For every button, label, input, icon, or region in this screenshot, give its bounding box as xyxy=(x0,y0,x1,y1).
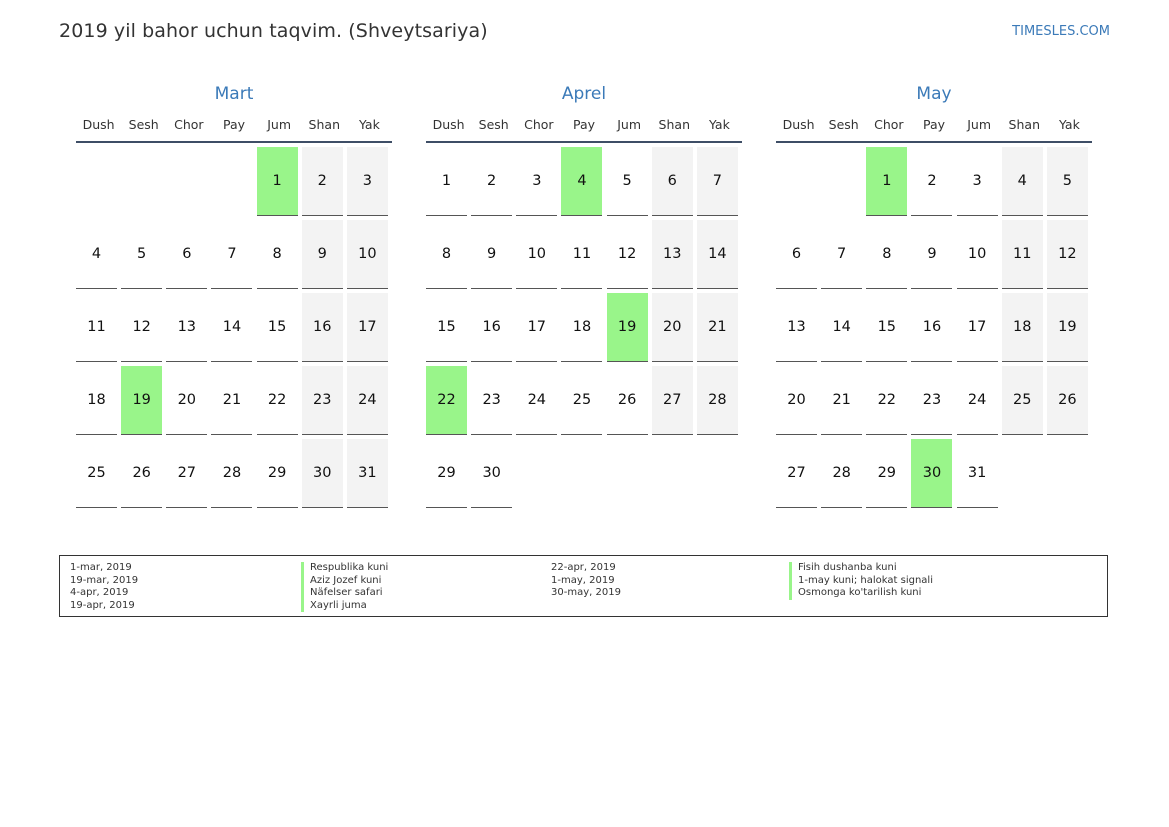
weekday-label: Jum xyxy=(617,117,642,132)
calendar-week xyxy=(426,366,742,439)
day-cell: 2 xyxy=(471,147,512,216)
weekday-label: Jum xyxy=(967,117,992,132)
holiday-name: Osmonga ko'tarilish kuni xyxy=(789,587,933,600)
day-cell: 4 xyxy=(1002,147,1043,216)
weekday-label: Pay xyxy=(922,117,946,132)
weekday-label: Chor xyxy=(524,117,554,132)
day-cell: 19 xyxy=(1047,293,1088,362)
empty-day-cell xyxy=(776,147,817,216)
day-cell: 19 xyxy=(121,366,162,435)
day-cell: 29 xyxy=(426,439,467,508)
legend-names-left xyxy=(301,562,388,612)
calendar-week xyxy=(76,293,392,366)
calendar-week xyxy=(776,220,1092,293)
empty-day-cell xyxy=(121,147,162,216)
day-cell: 9 xyxy=(911,220,952,289)
weekday-label: Chor xyxy=(874,117,904,132)
day-cell: 15 xyxy=(866,293,907,362)
day-cell: 30 xyxy=(302,439,343,508)
weekday-label: Shan xyxy=(1008,117,1040,132)
weekday-label: Sesh xyxy=(478,117,509,132)
empty-day-cell xyxy=(1002,439,1043,508)
day-cell: 13 xyxy=(166,293,207,362)
day-cell: 11 xyxy=(1002,220,1043,289)
holiday-date: 22-apr, 2019 xyxy=(551,562,616,573)
calendar-week xyxy=(76,220,392,293)
day-cell: 7 xyxy=(211,220,252,289)
day-cell: 4 xyxy=(561,147,602,216)
day-cell: 1 xyxy=(866,147,907,216)
day-cell: 27 xyxy=(652,366,693,435)
day-cell: 10 xyxy=(957,220,998,289)
day-cell: 13 xyxy=(652,220,693,289)
holiday-date: 1-mar, 2019 xyxy=(70,562,132,573)
month-april xyxy=(426,82,742,512)
day-cell: 18 xyxy=(76,366,117,435)
day-cell: 28 xyxy=(211,439,252,508)
day-cell: 30 xyxy=(911,439,952,508)
site-link[interactable]: TIMESLES.COM xyxy=(1012,24,1110,39)
day-cell: 15 xyxy=(257,293,298,362)
weekday-label: Shan xyxy=(658,117,690,132)
day-cell: 22 xyxy=(866,366,907,435)
day-cell: 11 xyxy=(561,220,602,289)
day-cell: 5 xyxy=(121,220,162,289)
legend-dates-right xyxy=(551,562,621,600)
empty-day-cell xyxy=(561,439,602,508)
day-cell: 8 xyxy=(426,220,467,289)
calendar-week xyxy=(426,147,742,220)
weekday-label: Jum xyxy=(267,117,292,132)
weekday-label: Sesh xyxy=(828,117,859,132)
day-cell: 29 xyxy=(257,439,298,508)
day-cell: 21 xyxy=(821,366,862,435)
month-may xyxy=(776,82,1092,512)
day-cell: 31 xyxy=(347,439,388,508)
day-cell: 20 xyxy=(652,293,693,362)
weekday-header xyxy=(776,115,1092,143)
day-cell: 23 xyxy=(471,366,512,435)
calendar-grid xyxy=(426,147,742,512)
calendar-week xyxy=(776,366,1092,439)
day-cell: 15 xyxy=(426,293,467,362)
empty-day-cell xyxy=(76,147,117,216)
day-cell: 27 xyxy=(776,439,817,508)
weekday-label: Sesh xyxy=(128,117,159,132)
calendar-week xyxy=(76,439,392,512)
day-cell: 28 xyxy=(821,439,862,508)
day-cell: 3 xyxy=(957,147,998,216)
weekday-header xyxy=(76,115,392,143)
calendar-week xyxy=(426,220,742,293)
calendar-grid xyxy=(76,147,392,512)
day-cell: 12 xyxy=(607,220,648,289)
legend-names-right xyxy=(789,562,933,600)
day-cell: 9 xyxy=(302,220,343,289)
weekday-header xyxy=(426,115,742,143)
holiday-name: Fisih dushanba kuni xyxy=(789,562,933,575)
day-cell: 23 xyxy=(302,366,343,435)
weekday-label: Shan xyxy=(308,117,340,132)
weekday-label: Dush xyxy=(82,117,115,132)
day-cell: 16 xyxy=(911,293,952,362)
holiday-name: 1-may kuni; halokat signali xyxy=(789,575,933,588)
day-cell: 10 xyxy=(347,220,388,289)
calendar-week xyxy=(776,439,1092,512)
holiday-name: Näfelser safari xyxy=(301,587,388,600)
day-cell: 23 xyxy=(911,366,952,435)
weekday-label: Chor xyxy=(174,117,204,132)
month-name: May xyxy=(916,84,952,104)
day-cell: 22 xyxy=(426,366,467,435)
weekday-label: Pay xyxy=(572,117,596,132)
day-cell: 26 xyxy=(121,439,162,508)
day-cell: 18 xyxy=(561,293,602,362)
day-cell: 24 xyxy=(957,366,998,435)
day-cell: 28 xyxy=(697,366,738,435)
day-cell: 14 xyxy=(821,293,862,362)
day-cell: 19 xyxy=(607,293,648,362)
day-cell: 1 xyxy=(257,147,298,216)
holiday-date: 19-apr, 2019 xyxy=(70,599,135,611)
day-cell: 12 xyxy=(1047,220,1088,289)
holiday-name: Aziz Jozef kuni xyxy=(301,575,388,588)
empty-day-cell xyxy=(166,147,207,216)
day-cell: 18 xyxy=(1002,293,1043,362)
day-cell: 12 xyxy=(121,293,162,362)
month-name: Aprel xyxy=(561,84,607,104)
day-cell: 17 xyxy=(957,293,998,362)
day-cell: 25 xyxy=(1002,366,1043,435)
empty-day-cell xyxy=(211,147,252,216)
holiday-name: Xayrli juma xyxy=(301,600,388,613)
calendar-week xyxy=(426,293,742,366)
day-cell: 25 xyxy=(76,439,117,508)
calendar-week xyxy=(776,147,1092,220)
day-cell: 3 xyxy=(347,147,388,216)
day-cell: 5 xyxy=(607,147,648,216)
day-cell: 20 xyxy=(166,366,207,435)
month-march xyxy=(76,82,392,512)
day-cell: 11 xyxy=(76,293,117,362)
day-cell: 6 xyxy=(776,220,817,289)
calendar-week xyxy=(426,439,742,512)
day-cell: 6 xyxy=(166,220,207,289)
holiday-date: 4-apr, 2019 xyxy=(70,587,129,598)
day-cell: 3 xyxy=(516,147,557,216)
holiday-legend xyxy=(59,555,1108,617)
weekday-label: Yak xyxy=(359,117,380,132)
weekday-label: Pay xyxy=(222,117,246,132)
calendar-week xyxy=(76,147,392,220)
calendar-week xyxy=(776,293,1092,366)
empty-day-cell xyxy=(821,147,862,216)
day-cell: 29 xyxy=(866,439,907,508)
day-cell: 16 xyxy=(471,293,512,362)
day-cell: 9 xyxy=(471,220,512,289)
day-cell: 8 xyxy=(257,220,298,289)
day-cell: 14 xyxy=(697,220,738,289)
calendar-grid xyxy=(776,147,1092,512)
page-title: 2019 yil bahor uchun taqvim. (Shveytsariya) xyxy=(59,20,488,42)
day-cell: 7 xyxy=(821,220,862,289)
empty-day-cell xyxy=(516,439,557,508)
day-cell: 6 xyxy=(652,147,693,216)
empty-day-cell xyxy=(652,439,693,508)
legend-dates-left xyxy=(70,562,138,612)
day-cell: 13 xyxy=(776,293,817,362)
empty-day-cell xyxy=(607,439,648,508)
day-cell: 30 xyxy=(471,439,512,508)
day-cell: 5 xyxy=(1047,147,1088,216)
day-cell: 8 xyxy=(866,220,907,289)
holiday-date: 19-mar, 2019 xyxy=(70,574,139,586)
day-cell: 24 xyxy=(516,366,557,435)
weekday-label: Yak xyxy=(709,117,730,132)
holiday-date: 30-may, 2019 xyxy=(551,587,621,598)
day-cell: 10 xyxy=(516,220,557,289)
holiday-name: Respublika kuni xyxy=(301,562,388,575)
day-cell: 20 xyxy=(776,366,817,435)
day-cell: 24 xyxy=(347,366,388,435)
day-cell: 21 xyxy=(211,366,252,435)
holiday-date: 1-may, 2019 xyxy=(551,574,615,586)
weekday-label: Dush xyxy=(782,117,815,132)
day-cell: 17 xyxy=(516,293,557,362)
weekday-label: Dush xyxy=(432,117,465,132)
day-cell: 2 xyxy=(911,147,952,216)
calendar-week xyxy=(76,366,392,439)
day-cell: 26 xyxy=(1047,366,1088,435)
day-cell: 2 xyxy=(302,147,343,216)
day-cell: 31 xyxy=(957,439,998,508)
day-cell: 14 xyxy=(211,293,252,362)
day-cell: 1 xyxy=(426,147,467,216)
day-cell: 26 xyxy=(607,366,648,435)
empty-day-cell xyxy=(697,439,738,508)
day-cell: 7 xyxy=(697,147,738,216)
day-cell: 4 xyxy=(76,220,117,289)
day-cell: 21 xyxy=(697,293,738,362)
day-cell: 22 xyxy=(257,366,298,435)
weekday-label: Yak xyxy=(1059,117,1080,132)
empty-day-cell xyxy=(1047,439,1088,508)
day-cell: 17 xyxy=(347,293,388,362)
day-cell: 27 xyxy=(166,439,207,508)
day-cell: 16 xyxy=(302,293,343,362)
month-name: Mart xyxy=(214,84,254,104)
day-cell: 25 xyxy=(561,366,602,435)
